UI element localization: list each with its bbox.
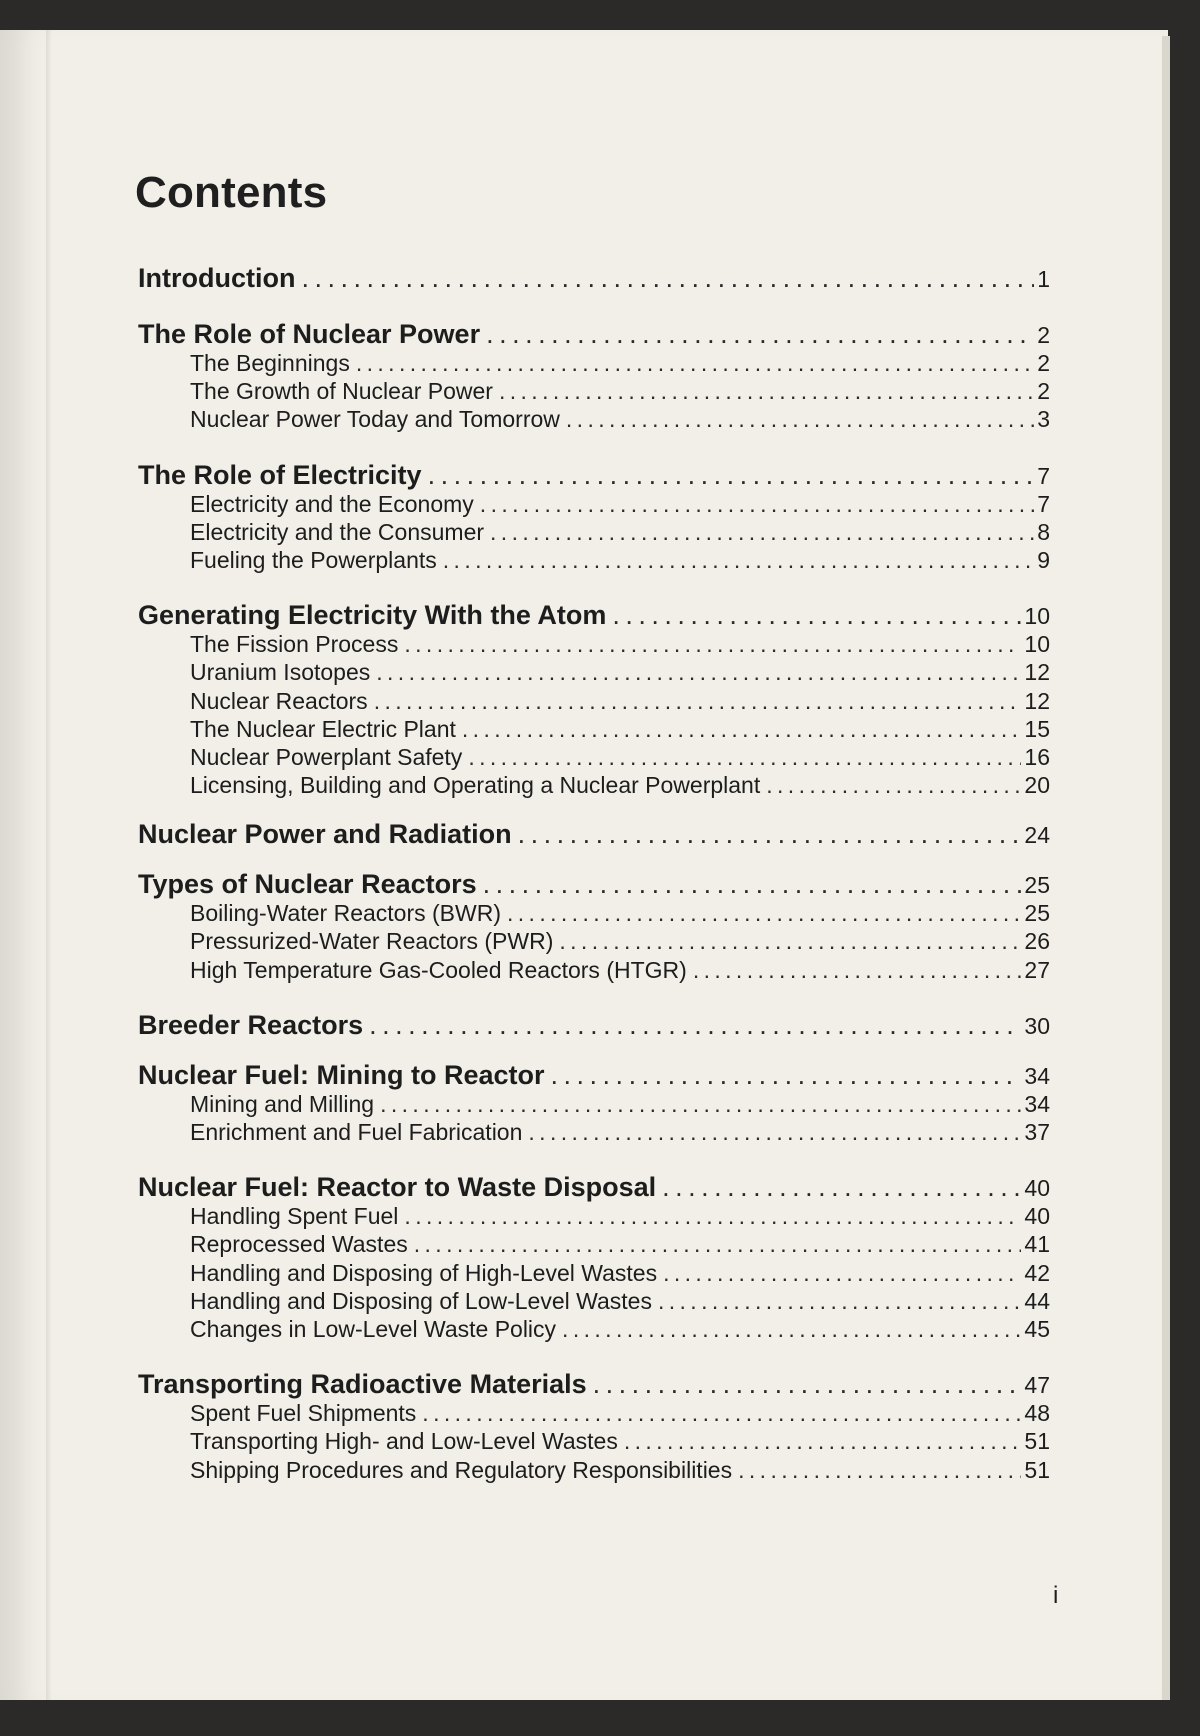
- toc-subentry-title: Electricity and the Economy: [190, 490, 474, 517]
- toc-subentry: [138, 377, 1050, 405]
- toc-page-number: 48: [1024, 1400, 1050, 1427]
- page-folio: i: [1053, 1582, 1059, 1609]
- toc-subentry-title: Nuclear Reactors: [190, 687, 368, 714]
- toc-subentry-title: Mining and Milling: [190, 1090, 375, 1117]
- dot-leader: [766, 771, 1021, 799]
- toc-heading-entry: [138, 1172, 1050, 1202]
- toc-page-number: 45: [1024, 1315, 1050, 1342]
- toc-section: [138, 1172, 1050, 1343]
- dot-leader: [376, 658, 1021, 686]
- dot-leader: [483, 869, 1022, 899]
- toc-heading-entry: [138, 319, 1050, 349]
- toc-heading-entry: [138, 1010, 1050, 1040]
- toc-section: [138, 1060, 1050, 1146]
- toc-subentry: [138, 715, 1050, 743]
- toc-heading-title: Nuclear Fuel: Reactor to Waste Disposal: [138, 1172, 657, 1203]
- toc-page-number: 2: [1037, 350, 1050, 376]
- dot-leader: [462, 715, 1022, 743]
- section-spacer: [138, 849, 1050, 869]
- toc-subentry: [138, 1427, 1050, 1455]
- toc-page-number: 40: [1024, 1175, 1050, 1202]
- toc-page-number: 25: [1024, 872, 1050, 899]
- dot-leader: [593, 1369, 1022, 1399]
- dot-leader: [422, 1399, 1021, 1427]
- dot-leader: [356, 349, 1034, 377]
- toc-page-number: 15: [1024, 715, 1050, 742]
- toc-subentry-title: Licensing, Building and Operating a Nuclear Powerplant: [190, 772, 761, 799]
- toc-page-number: 47: [1024, 1372, 1050, 1399]
- page-title: Contents: [135, 168, 328, 217]
- toc-subentry-title: Nuclear Powerplant Safety: [190, 743, 463, 770]
- section-spacer: [138, 1040, 1050, 1060]
- toc-page-number: 34: [1024, 1062, 1050, 1089]
- section-spacer: [138, 799, 1050, 819]
- toc-page-number: 8: [1037, 518, 1050, 545]
- toc-subentry: [138, 1202, 1050, 1230]
- dot-leader: [624, 1427, 1022, 1455]
- toc-subentry: [138, 1399, 1050, 1427]
- toc-section: [138, 319, 1050, 434]
- toc-heading-entry: [138, 460, 1050, 490]
- toc-subentry: [138, 1090, 1050, 1118]
- dot-leader: [490, 518, 1034, 546]
- toc-section: [138, 263, 1050, 293]
- toc-subentry: [138, 1315, 1050, 1343]
- toc-subentry-title: Nuclear Power Today and Tomorrow: [190, 406, 560, 433]
- toc-subentry-title: Fueling the Powerplants: [190, 546, 437, 573]
- toc-subentry: [138, 405, 1050, 433]
- toc-page-number: 1: [1037, 266, 1050, 292]
- toc-section: [138, 1369, 1050, 1484]
- toc-page-number: 51: [1024, 1456, 1050, 1483]
- toc-subentry-title: Electricity and the Consumer: [190, 518, 485, 545]
- toc-heading-title: The Role of Nuclear Power: [138, 319, 481, 349]
- dot-leader: [507, 899, 1021, 927]
- toc-page-number: 51: [1024, 1428, 1050, 1455]
- toc-subentry-title: Handling Spent Fuel: [190, 1203, 399, 1230]
- toc-subentry-title: The Growth of Nuclear Power: [190, 378, 493, 405]
- page-right-edge: [1162, 36, 1170, 1700]
- toc-section: [138, 460, 1050, 575]
- toc-subentry-title: Boiling-Water Reactors (BWR): [190, 900, 501, 927]
- toc-heading-title: The Role of Electricity: [138, 459, 422, 490]
- toc-heading-entry: [138, 869, 1050, 899]
- toc-page-number: 7: [1037, 462, 1050, 489]
- toc-page-number: 9: [1037, 546, 1050, 573]
- toc-subentry: [138, 927, 1050, 955]
- toc-subentry: [138, 1287, 1050, 1315]
- toc-subentry: [138, 1456, 1050, 1484]
- toc-subentry: [138, 349, 1050, 377]
- dot-leader: [428, 460, 1035, 490]
- toc-page-number: 34: [1024, 1090, 1050, 1117]
- dot-leader: [499, 377, 1034, 405]
- dot-leader: [551, 1060, 1022, 1090]
- dot-leader: [374, 687, 1022, 715]
- toc-page-number: 7: [1037, 490, 1050, 517]
- dot-leader: [486, 319, 1034, 349]
- toc-subentry: [138, 956, 1050, 984]
- dot-leader: [518, 819, 1022, 849]
- dot-leader: [369, 1010, 1021, 1040]
- toc-page-number: 30: [1024, 1012, 1050, 1039]
- toc-page-number: 2: [1037, 322, 1050, 348]
- toc-page-number: 20: [1024, 772, 1050, 799]
- toc-heading-entry: [138, 819, 1050, 849]
- dot-leader: [414, 1230, 1022, 1258]
- toc-subentry: [138, 1230, 1050, 1258]
- toc-page-number: 24: [1024, 822, 1050, 849]
- toc-subentry: [138, 546, 1050, 574]
- toc-section: [138, 819, 1050, 849]
- toc-subentry: [138, 771, 1050, 799]
- dot-leader: [658, 1287, 1021, 1315]
- dot-leader: [468, 743, 1021, 771]
- toc-section: [138, 1010, 1050, 1040]
- toc-page-number: 37: [1024, 1119, 1050, 1145]
- toc-page-number: 25: [1024, 900, 1050, 927]
- dot-leader: [562, 1315, 1021, 1343]
- toc-page-number: 10: [1024, 603, 1050, 630]
- section-spacer: [138, 293, 1050, 319]
- toc-heading-title: Breeder Reactors: [138, 1009, 364, 1040]
- toc-heading-title: Nuclear Power and Radiation: [138, 819, 512, 850]
- toc-page-number: 2: [1037, 378, 1050, 405]
- toc-page-number: 26: [1024, 928, 1050, 955]
- toc-subentry-title: Transporting High- and Low-Level Wastes: [190, 1428, 618, 1455]
- dot-leader: [662, 1172, 1021, 1202]
- toc-page-number: 3: [1037, 406, 1050, 433]
- binding-shadow: [46, 30, 52, 1700]
- toc-section: [138, 600, 1050, 799]
- dot-leader: [612, 600, 1021, 630]
- dot-leader: [528, 1118, 1021, 1146]
- toc-subentry: [138, 1118, 1050, 1146]
- toc-heading-title: Transporting Radioactive Materials: [138, 1369, 587, 1400]
- dot-leader: [663, 1259, 1021, 1287]
- toc-page-number: 10: [1024, 631, 1050, 658]
- toc-heading-title: Types of Nuclear Reactors: [138, 869, 477, 900]
- toc-subentry-title: The Beginnings: [190, 350, 350, 376]
- toc-subentry-title: Spent Fuel Shipments: [190, 1400, 417, 1427]
- dot-leader: [404, 1202, 1021, 1230]
- toc-heading-entry: [138, 263, 1050, 293]
- dot-leader: [480, 490, 1034, 518]
- toc-heading-entry: [138, 600, 1050, 630]
- dot-leader: [738, 1456, 1021, 1484]
- toc-subentry-title: Uranium Isotopes: [190, 659, 371, 686]
- section-spacer: [138, 984, 1050, 1010]
- table-of-contents: [138, 263, 1050, 1484]
- toc-subentry: [138, 687, 1050, 715]
- dot-leader: [559, 927, 1021, 955]
- toc-subentry-title: Pressurized-Water Reactors (PWR): [190, 928, 554, 955]
- toc-heading-title: Generating Electricity With the Atom: [138, 600, 607, 631]
- toc-page-number: 41: [1024, 1231, 1050, 1258]
- toc-section: [138, 869, 1050, 984]
- dot-leader: [693, 956, 1022, 984]
- toc-page-number: 42: [1024, 1259, 1050, 1286]
- toc-subentry-title: The Nuclear Electric Plant: [190, 715, 456, 742]
- toc-subentry: [138, 630, 1050, 658]
- toc-subentry-title: Handling and Disposing of High-Level Wastes: [190, 1259, 658, 1286]
- toc-page-number: 12: [1024, 659, 1050, 686]
- toc-subentry: [138, 899, 1050, 927]
- toc-heading-entry: [138, 1060, 1050, 1090]
- toc-subentry-title: The Fission Process: [190, 631, 399, 658]
- section-spacer: [138, 1343, 1050, 1369]
- toc-subentry-title: Shipping Procedures and Regulatory Responsibilities: [190, 1456, 733, 1483]
- dot-leader: [380, 1090, 1021, 1118]
- toc-subentry-title: Enrichment and Fuel Fabrication: [190, 1119, 523, 1145]
- dot-leader: [301, 263, 1034, 293]
- toc-subentry: [138, 1259, 1050, 1287]
- toc-page-number: 27: [1024, 956, 1050, 983]
- toc-page-number: 12: [1024, 687, 1050, 714]
- toc-subentry: [138, 518, 1050, 546]
- toc-subentry: [138, 743, 1050, 771]
- toc-subentry: [138, 658, 1050, 686]
- toc-subentry: [138, 490, 1050, 518]
- toc-page-number: 44: [1024, 1287, 1050, 1314]
- dot-leader: [566, 405, 1034, 433]
- section-spacer: [138, 1146, 1050, 1172]
- toc-heading-title: Introduction: [138, 263, 296, 293]
- section-spacer: [138, 574, 1050, 600]
- section-spacer: [138, 434, 1050, 460]
- toc-page-number: 16: [1024, 743, 1050, 770]
- toc-subentry-title: Changes in Low-Level Waste Policy: [190, 1315, 557, 1342]
- dot-leader: [443, 546, 1034, 574]
- toc-heading-entry: [138, 1369, 1050, 1399]
- toc-page-number: 40: [1024, 1203, 1050, 1230]
- dot-leader: [404, 630, 1021, 658]
- toc-subentry-title: Handling and Disposing of Low-Level Wastes: [190, 1287, 652, 1314]
- toc-subentry-title: Reprocessed Wastes: [190, 1231, 408, 1258]
- toc-subentry-title: High Temperature Gas-Cooled Reactors (HTGR): [190, 956, 687, 983]
- toc-heading-title: Nuclear Fuel: Mining to Reactor: [138, 1059, 545, 1090]
